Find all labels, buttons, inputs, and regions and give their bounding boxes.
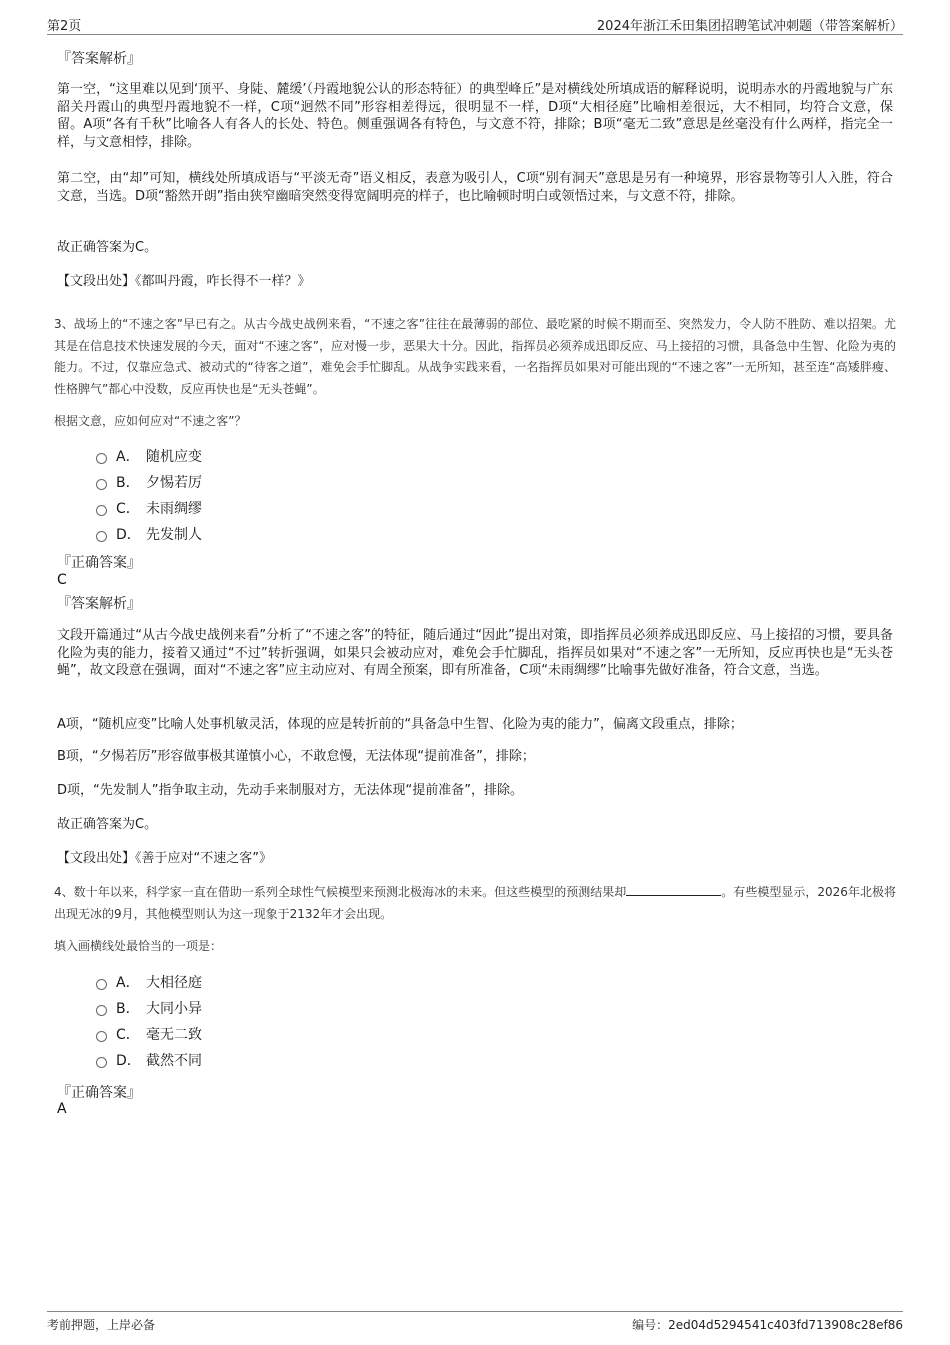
q4-option-a[interactable] [96,972,202,992]
option-text: 随机应变 [146,449,202,465]
q3-option-d[interactable] [96,524,202,544]
q4-text-before-blank: 4、数十年以来，科学家一直在借助一系列全球性气候模型来预测北极海冰的未来。但这些模型的预测结果却 [54,885,627,899]
q4-answer: A [57,1101,67,1117]
q4-option-b[interactable] [96,998,202,1018]
radio-icon[interactable] [96,1031,107,1042]
option-letter: C． [116,1027,140,1043]
footer-slogan: 考前押题，上岸必备 [47,1318,156,1332]
q3-option-a[interactable] [96,446,202,466]
option-text: 先发制人 [146,527,202,543]
correct-answer-label: 『正确答案』 [57,1085,141,1101]
radio-icon[interactable] [96,1057,107,1068]
page-footer [47,1311,903,1334]
q2-source [57,273,893,291]
source-title: 《善于应对“不速之客”》 [135,851,272,866]
option-text: 毫无二致 [146,1027,202,1043]
radio-icon[interactable] [96,531,107,542]
radio-icon[interactable] [96,1005,107,1016]
q3-analysis-option-d: D项，“先发制人”指争取主动，先动手来制服对方，无法体现“提前准备”，排除。 [57,783,523,798]
fill-in-blank [626,883,721,896]
option-text: 截然不同 [146,1053,202,1069]
analysis-label: 『答案解析』 [57,596,141,612]
q3-prompt: 根据文意，应如何应对“不速之客”？ [54,414,247,428]
q3-option-b[interactable] [96,472,202,492]
q3-answer: C [57,572,67,588]
document-id: 编号：2ed04d5294541c403fd713908c28ef86 [632,1318,903,1332]
option-text: 夕惕若厉 [146,475,202,491]
radio-icon[interactable] [96,505,107,516]
analysis-label: 『答案解析』 [57,51,141,67]
correct-answer-label: 『正确答案』 [57,555,141,571]
q3-analysis-option-a: A项，“随机应变”比喻人处事机敏灵活，体现的应是转折前的“具备急中生智、化险为夷的能力”，偏离文段重点，排除； [57,717,743,732]
option-letter: D． [116,1053,141,1069]
q4-option-d[interactable] [96,1050,202,1070]
q4-prompt: 填入画横线处最恰当的一项是： [54,939,223,953]
source-title: 《都叫丹霞，咋长得不一样？》 [135,274,311,289]
source-prefix: 【文段出处】 [57,274,136,289]
radio-icon[interactable] [96,453,107,464]
option-letter: C． [116,501,140,517]
q3-analysis-option-b: B项，“夕惕若厉”形容做事极其谨慎小心，不敢怠慢，无法体现“提前准备”，排除； [57,749,535,764]
option-letter: A． [116,449,140,465]
q3-source [57,850,893,868]
q4-text-after-blank: 。有些模型显示，2026年北极将出现无冰的9月，其他模型则认为这一现象于2132年才会出现。 [54,885,896,921]
q3-question-text: 3、战场上的“不速之客”早已有之。从古今战史战例来看，“不速之客”往往在最薄弱的部位、最吃紧的时候不期而至、突然发力，令人防不胜防、难以招架。尤其是在信息技术快速发展的今天，面对“不速之客”，应对慢一步，恶果大十分。因此，指挥员必须养成迅即反应、马上接招的习惯，具备急中生智、化险为夷的能力。不过，仅靠应急式、被动式的“待客之道”，难免会手忙脚乱。从战争实践来看，一名指挥员如果对可能出现的“不速之客”一无所知，甚至连“高矮胖瘦、性格脾气”都心中没数，反应再快也是“无头苍蝇”。 [54,317,896,396]
option-text: 未雨绸缪 [146,501,202,517]
option-letter: D． [116,527,141,543]
radio-icon[interactable] [96,479,107,490]
q3-conclusion: 故正确答案为C。 [57,817,158,832]
radio-icon[interactable] [96,979,107,990]
option-text: 大同小异 [146,1001,202,1017]
page-header [47,14,903,35]
q2-analysis-paragraph-2: 第二空，由“却”可知，横线处所填成语与“平淡无奇”语义相反，表意为吸引人，C项“别有洞天”意思是另有一种境界，形容景物等引人入胜，符合文意，当选。D项“豁然开朗”指由狭窄幽暗突然变得宽阔明亮的样子，也比喻顿时明白或领悟过来，与文意不符，排除。 [57,171,893,204]
page-number: 第2页 [47,19,82,34]
q2-analysis-paragraph-1: 第一空，“这里难以见到‘顶平、身陡、麓缓’（丹霞地貌公认的形态特征）的典型峰丘”是对横线处所填成语的解释说明，说明赤水的丹霞地貌与广东韶关丹霞山的典型丹霞地貌不一样，C项“迥然不同”形容相差得远，很明显不一样，D项“大相径庭”比喻相差很远，大不相同，均符合文意，保留。A项“各有千秋”比喻各人有各人的长处、特色。侧重强调各有特色，与文意不符，排除；B项“毫无二致”意思是丝毫没有什么两样，指完全一样，与文意相悖，排除。 [57,82,893,150]
source-prefix: 【文段出处】 [57,851,136,866]
option-letter: B． [116,1001,140,1017]
option-letter: A． [116,975,140,991]
q3-analysis-paragraph-1: 文段开篇通过“从古今战史战例来看”分析了“不速之客”的特征，随后通过“因此”提出对策，即指挥员必须养成迅即反应、马上接招的习惯，要具备化险为夷的能力，接着又通过“不过”转折强调，如果只会被动应对，难免会手忙脚乱，指挥员如果对“不速之客”一无所知，反应再快也是“无头苍蝇”，故文段意在强调，面对“不速之客”应主动应对、有周全预案，即有所准备，C项“未雨绸缪”比喻事先做好准备，符合文意，当选。 [57,628,893,678]
q2-conclusion: 故正确答案为C。 [57,240,158,255]
document-title: 2024年浙江禾田集团招聘笔试冲刺题（带答案解析） [596,19,903,34]
option-letter: B． [116,475,140,491]
q3-option-c[interactable] [96,498,202,518]
option-text: 大相径庭 [146,975,202,991]
q4-option-c[interactable] [96,1024,202,1044]
q4-question-text [54,882,896,925]
